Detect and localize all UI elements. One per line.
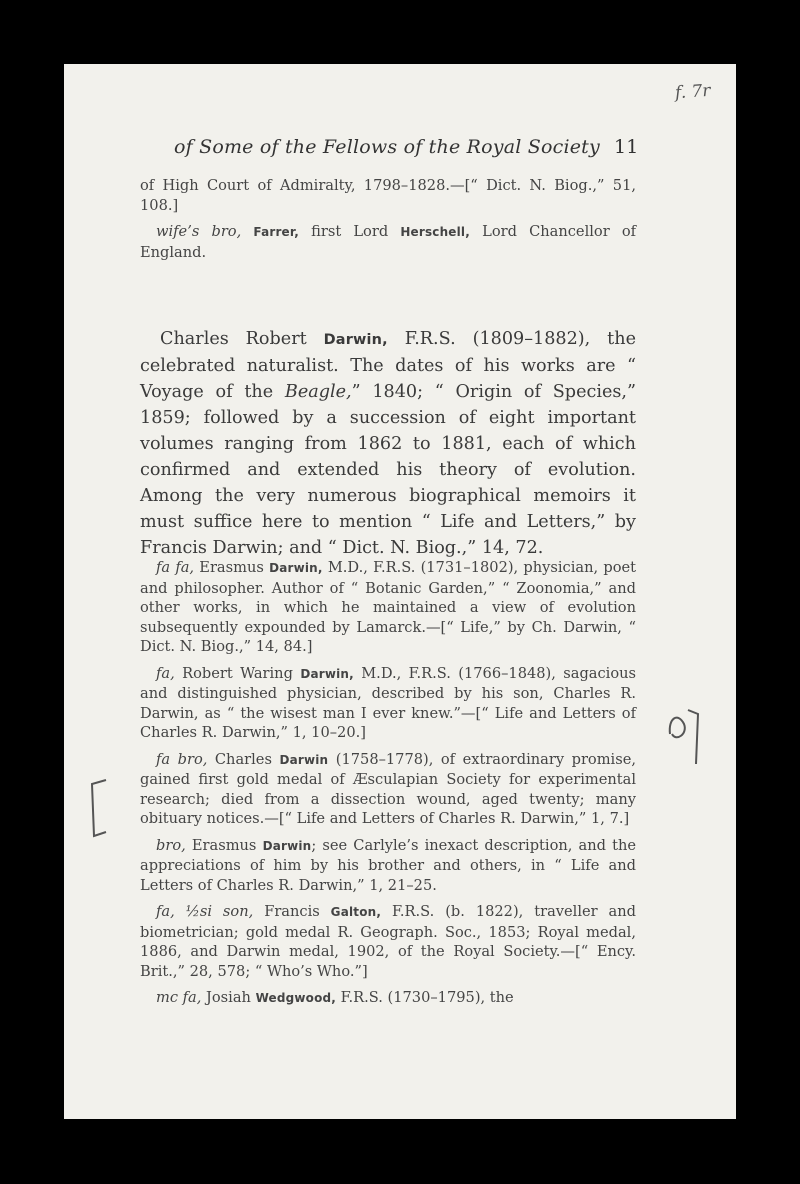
relation-label: fa, [156, 664, 175, 682]
entry-text: (1758–1778), of extraordinary promise, gained first gold medal of Æsculapian Society for experimental research; died from a dissection wound, aged twenty; many obituary notices.—[“ Life and Letters of Charles R. Darwin,” 1, 7.] [140, 750, 636, 827]
folio-annotation: f. 7r [674, 80, 712, 104]
margin-pencil-mark-right [664, 704, 704, 774]
entry-text: Lord Chancellor of England. [140, 223, 637, 261]
relation-label: wife’s bro, [156, 223, 242, 240]
surname: Darwin, [323, 332, 388, 348]
relatives-list [140, 558, 636, 1016]
main-paragraph [140, 326, 636, 561]
entry-text: ; see Carlyle’s inexact description, and the appreciations of him by his brother and others, in “ Life and Letters of Charles R. Darwin,” 1, 21–25. [140, 836, 636, 894]
entry-text: Josiah [201, 989, 256, 1006]
margin-pencil-mark-left [84, 774, 114, 844]
entry-herschell [140, 222, 636, 262]
entry-text: M.D., F.R.S. (1731–1802), physician, poet and philosopher. Author of “ Botanic Garden,” “ Zoonomia,” and other works, in which he maintained a view of evolution subsequently expounded by Lamarck.—[“ Life,” by Ch. Darwin, “ Dict. N. Biog.,” 14, 84.] [140, 559, 636, 655]
entry-text: Francis [253, 903, 331, 920]
list-item [140, 558, 636, 657]
page-title: of Some of the Fellows of the Royal Society [174, 136, 600, 158]
list-item [140, 836, 636, 896]
surname: Galton, [330, 905, 382, 919]
list-item [140, 988, 636, 1009]
document-page [64, 64, 736, 1119]
entry-text: F.R.S. (1809–1882), the celebrated naturalist. The dates of his works are “ Voyage of the [140, 329, 636, 402]
continued-entry: of High Court of Admiralty, 1798–1828.—[“ Dict. N. Biog.,” 51, 108.] [140, 177, 636, 214]
list-item [140, 902, 636, 981]
entry-text: Erasmus [194, 559, 270, 576]
surname: Darwin, [300, 666, 354, 681]
relation-label: fa fa, [156, 559, 195, 576]
surname: Farrer, [253, 225, 299, 239]
relation-label: mc fa, [156, 989, 202, 1006]
surname: Wedgwood, [255, 991, 337, 1005]
entry-text: Robert Waring [174, 664, 301, 682]
surname: Herschell, [400, 225, 470, 239]
entry-text: Charles [207, 750, 280, 768]
main-entry-charles-darwin [140, 326, 636, 561]
entry-text: Charles Robert [160, 329, 324, 349]
entry-text: ” 1840; “ Origin of Species,” 1859; followed by a succession of eight important volumes ranging from 1862 to 1881, each of which confirmed and extended his theory of evolution. Among the very numerous biographical memoirs it must suffice here to mention “ Life and Letters,” by Francis Darwin; and “ Dict. N. Biog.,” 14, 72. [140, 382, 636, 558]
entry-text: F.R.S. (1730–1795), the [336, 989, 514, 1006]
entry-text: first Lord [298, 223, 401, 240]
surname: Darwin, [269, 561, 323, 575]
relation-label: fa, ½si son, [156, 903, 254, 920]
entry-text: F.R.S. (b. 1822), traveller and biometrician; gold medal R. Geograph. Soc., 1853; Royal medal, 1886, and Darwin medal, 1902, of the Royal Society.—[“ Ency. Brit.,” 28, 578; “ Who’s Who.”] [140, 903, 637, 980]
page-number: 11 [613, 136, 639, 158]
surname: Darwin [262, 838, 312, 853]
relation-label: bro, [156, 836, 186, 854]
running-head [174, 136, 639, 158]
list-item [140, 664, 636, 743]
entry-text: M.D., F.R.S. (1766–1848), sagacious and distinguished physician, described by his son, Charles R. Darwin, as “ the wisest man I ever knew.”—[“ Life and Letters of Charles R. Darwin,” 1, 10–20.] [140, 664, 637, 741]
list-item [140, 750, 636, 829]
entry-text: Erasmus [185, 836, 263, 854]
relation-label: fa bro, [156, 750, 208, 768]
surname: Darwin [279, 752, 329, 767]
book-title: Beagle, [284, 382, 352, 402]
top-entries [140, 176, 636, 269]
